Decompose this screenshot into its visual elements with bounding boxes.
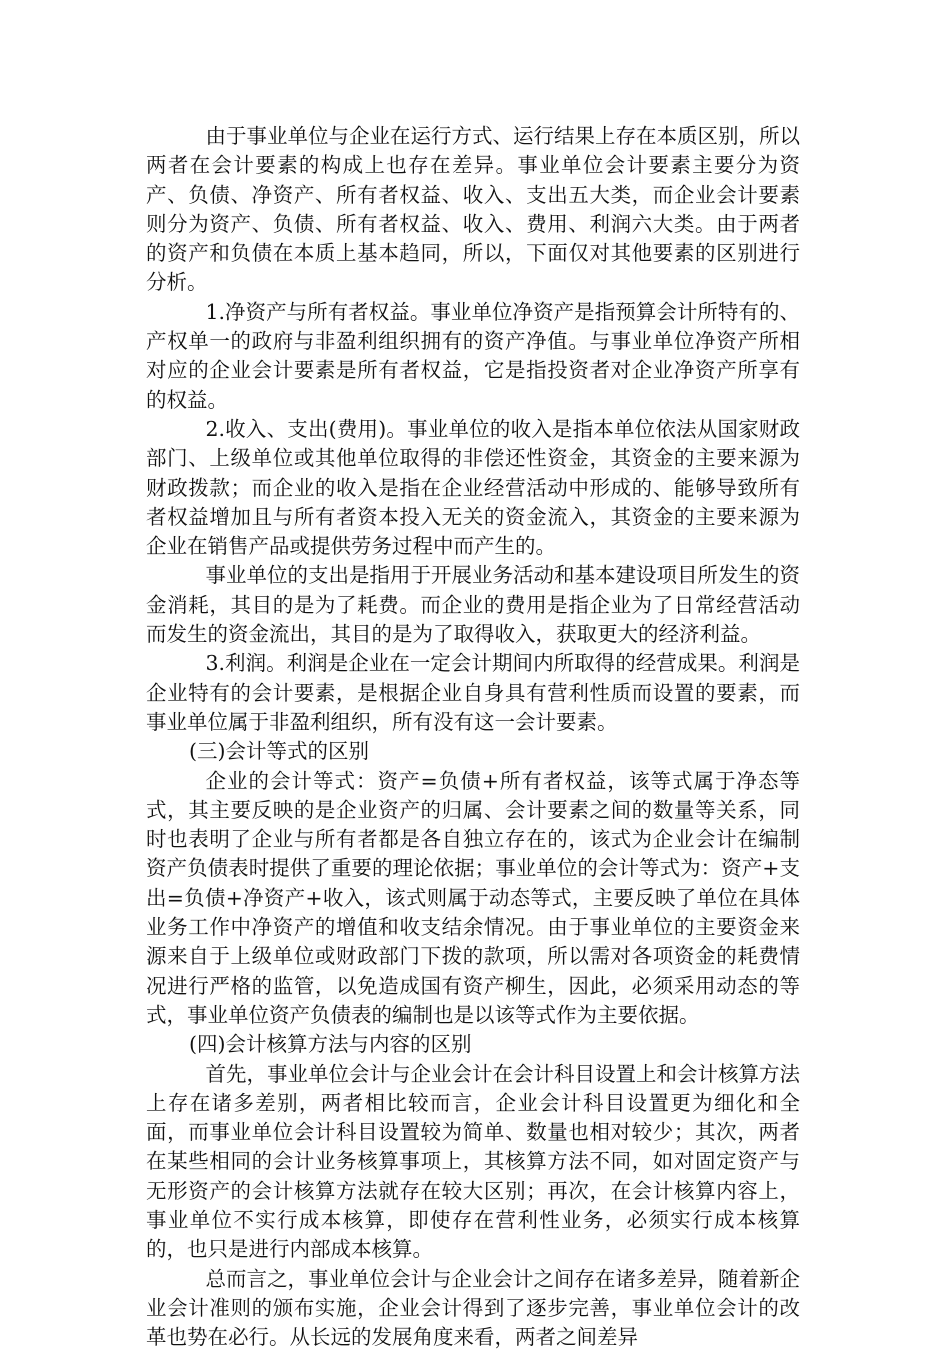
document-body xyxy=(146,122,800,1352)
section-heading-equation: (三)会计等式的区别 xyxy=(189,739,370,764)
paragraph-equation: 企业的会计等式：资产=负债+所有者权益，该等式属于净态等式，其主要反映的是企业资产的归属、会计要素之间的数量等关系，同时也表明了企业与所有者都是各自独立存在的，该式为企业会计在编制资产负债表时提供了重要的理论依据；事业单位的会计等式为：资产+支出=负债+净资产+收入，该式则属于动态等式，主要反映了单位在具体业务工作中净资产的增值和收支结余情况。由于事业单位的主要资金来源来自于上级单位或财政部门下拨的款项，所以需对各项资金的耗费情况进行严格的监管，以免造成国有资产柳生，因此，必须采用动态的等式，事业单位资产负债表的编制也是以该等式作为主要依据。 xyxy=(146,768,800,1027)
paragraph-intro: 由于事业单位与企业在运行方式、运行结果上存在本质区别，所以两者在会计要素的构成上也存在差异。事业单位会计要素主要分为资产、负债、净资产、所有者权益、收入、支出五大类，而企业会计要素则分为资产、负债、所有者权益、收入、费用、利润六大类。由于两者的资产和负债在本质上基本趋同，所以，下面仅对其他要素的区别进行分析。 xyxy=(146,124,800,295)
paragraph-profit: 3.利润。利润是企业在一定会计期间内所取得的经营成果。利润是企业特有的会计要素，是根据企业自身具有营利性质而设置的要素，而事业单位属于非盈利组织，所有没有这一会计要素。 xyxy=(146,651,800,734)
paragraph-net-assets: 1.净资产与所有者权益。事业单位净资产是指预算会计所特有的、产权单一的政府与非盈利组织拥有的资产净值。与事业单位净资产所相对应的企业会计要素是所有者权益，它是指投资者对企业净资产所享有的权益。 xyxy=(146,299,800,412)
section-heading-methods: (四)会计核算方法与内容的区别 xyxy=(189,1032,472,1057)
paragraph-conclusion: 总而言之，事业单位会计与企业会计之间存在诸多差异，随着新企业会计准则的颁布实施，企业会计得到了逐步完善，事业单位会计的改革也势在必行。从长远的发展角度来看，两者之间差异 xyxy=(146,1266,800,1350)
paragraph-income-expense: 2.收入、支出(费用)。事业单位的收入是指本单位依法从国家财政部门、上级单位或其他单位取得的非偿还性资金，其资金的主要来源为财政拨款；而企业的收入是指在企业经营活动中形成的、能够导致所有者权益增加且与所有者资本投入无关的资金流入，其资金的主要来源为企业在销售产品或提供劳务过程中而产生的。 xyxy=(146,416,800,559)
paragraph-expenditure: 事业单位的支出是指用于开展业务活动和基本建设项目所发生的资金消耗，其目的是为了耗费。而企业的费用是指企业为了日常经营活动而发生的资金流出，其目的是为了取得收入，获取更大的经济利益。 xyxy=(146,563,800,647)
paragraph-methods: 首先，事业单位会计与企业会计在会计科目设置上和会计核算方法上存在诸多差别，两者相比较而言，企业会计科目设置更为细化和全面，而事业单位会计科目设置较为简单、数量也相对较少；其次，两者在某些相同的会计业务核算事项上，其核算方法不同，如对固定资产与无形资产的会计核算方法就存在较大区别；再次，在会计核算内容上，事业单位不实行成本核算，即使存在营利性业务，必须实行成本核算的，也只是进行内部成本核算。 xyxy=(146,1061,800,1262)
